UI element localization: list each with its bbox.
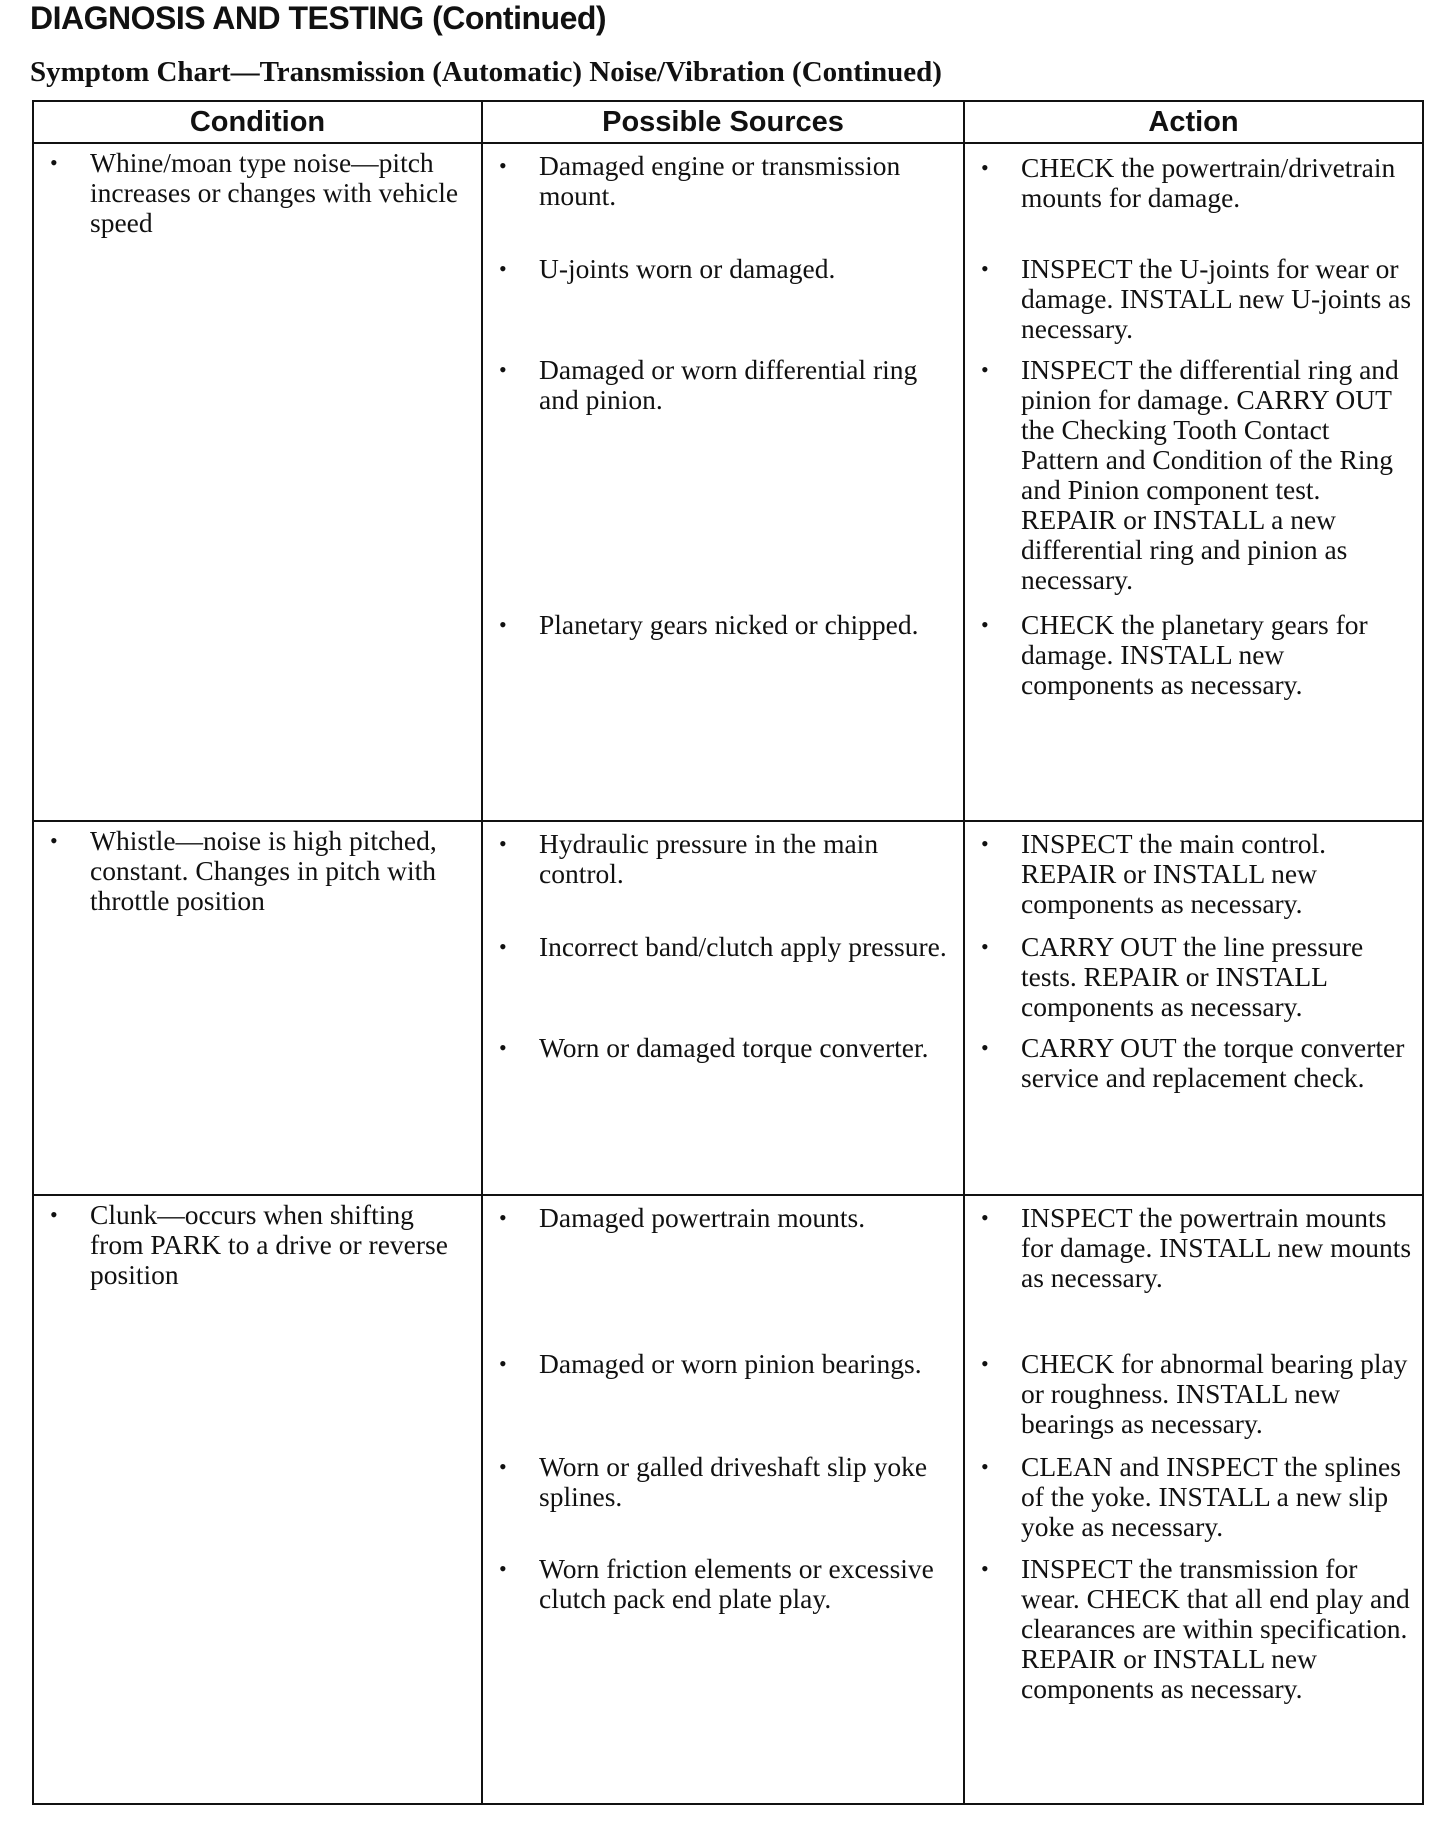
symptom-chart-title: Symptom Chart—Transmission (Automatic) Noise/Vibration (Continued) — [30, 56, 942, 88]
bullet-marker: • — [981, 1556, 989, 1581]
action-item-text: INSPECT the main control. REPAIR or INSTALL new components as necessary. — [1021, 828, 1327, 919]
action-item-text: CHECK the planetary gears for damage. INSTALL new components as necessary. — [1021, 609, 1368, 700]
symptom-chart-table — [32, 100, 1424, 1805]
bullet-marker: • — [499, 612, 507, 637]
table-row — [33, 143, 1423, 821]
possible-source-item — [483, 829, 963, 889]
action-item — [965, 829, 1422, 919]
bullet-marker: • — [499, 153, 507, 178]
possible-source-item-text: Hydraulic pressure in the main control. — [539, 828, 879, 889]
bullet-marker: • — [981, 1205, 989, 1230]
possible-source-item — [483, 1033, 963, 1063]
action-item — [965, 1033, 1422, 1093]
possible-source-item-text: Worn or damaged torque converter. — [539, 1032, 929, 1063]
table-body — [33, 143, 1423, 1804]
possible-source-item-text: Incorrect band/clutch apply pressure. — [539, 931, 947, 962]
possible-source-item-text: U-joints worn or damaged. — [539, 253, 836, 284]
possible-source-item-text: Worn friction elements or excessive clutch pack end plate play. — [539, 1553, 934, 1614]
possible-sources-cell — [482, 143, 964, 821]
action-item-text: INSPECT the transmission for wear. CHECK that all end play and clearances are within specification. REPAIR or INSTALL new components as necessary. — [1021, 1553, 1410, 1704]
action-item-text: CHECK the powertrain/drivetrain mounts for damage. — [1021, 152, 1396, 213]
action-item-text: INSPECT the differential ring and pinion for damage. CARRY OUT the Checking Tooth Contact Pattern and Condition of the Ring and Pinion component test. REPAIR or INSTALL a new differential ring and pinion as necessary. — [1021, 354, 1399, 595]
possible-source-item-text: Damaged or worn pinion bearings. — [539, 1348, 922, 1379]
possible-source-item — [483, 355, 963, 415]
column-header-action: Action — [964, 101, 1423, 143]
possible-source-item-text: Damaged engine or transmission mount. — [539, 150, 901, 211]
bullet-marker: • — [499, 1035, 507, 1060]
bullet-marker: • — [981, 1454, 989, 1479]
possible-source-item-text: Damaged or worn differential ring and pinion. — [539, 354, 918, 415]
table-row — [33, 821, 1423, 1195]
action-item — [965, 1349, 1422, 1439]
possible-source-item — [483, 254, 963, 284]
bullet-marker: • — [499, 256, 507, 281]
bullet-marker: • — [981, 155, 989, 180]
condition-cell — [33, 821, 482, 1195]
bullet-marker: • — [499, 1556, 507, 1581]
header-row — [33, 101, 1423, 143]
action-cell — [964, 821, 1423, 1195]
bullet-marker: • — [499, 1454, 507, 1479]
action-cell — [964, 1195, 1423, 1804]
possible-source-item — [483, 1452, 963, 1512]
action-item — [965, 1554, 1422, 1704]
condition-text-item-text: Clunk—occurs when shifting from PARK to a drive or reverse position — [90, 1199, 448, 1290]
condition-text-item — [34, 148, 481, 238]
possible-source-item — [483, 1554, 963, 1614]
bullet-marker: • — [981, 934, 989, 959]
possible-source-item-text: Worn or galled driveshaft slip yoke splines. — [539, 1451, 928, 1512]
action-item-text: CHECK for abnormal bearing play or roughness. INSTALL new bearings as necessary. — [1021, 1348, 1408, 1439]
action-item — [965, 932, 1422, 1022]
action-cell — [964, 143, 1423, 821]
condition-text-item — [34, 826, 481, 916]
bullet-marker: • — [50, 828, 58, 853]
bullet-marker: • — [499, 1351, 507, 1376]
possible-source-item — [483, 1349, 963, 1379]
bullet-marker: • — [499, 357, 507, 382]
condition-cell — [33, 1195, 482, 1804]
bullet-marker: • — [981, 256, 989, 281]
action-item-text: INSPECT the U-joints for wear or damage. INSTALL new U-joints as necessary. — [1021, 253, 1412, 344]
condition-text-item-text: Whine/moan type noise—pitch increases or changes with vehicle speed — [90, 147, 459, 238]
action-item — [965, 1452, 1422, 1542]
possible-source-item-text: Damaged powertrain mounts. — [539, 1202, 866, 1233]
bullet-marker: • — [499, 934, 507, 959]
bullet-marker: • — [499, 831, 507, 856]
bullet-marker: • — [981, 831, 989, 856]
action-item-text: CARRY OUT the torque converter service and replacement check. — [1021, 1032, 1405, 1093]
page-title: DIAGNOSIS AND TESTING (Continued) — [30, 0, 607, 36]
action-item-text: CARRY OUT the line pressure tests. REPAIR or INSTALL components as necessary. — [1021, 931, 1364, 1022]
bullet-marker: • — [50, 1202, 58, 1227]
bullet-marker: • — [981, 357, 989, 382]
column-header-condition: Condition — [33, 101, 482, 143]
bullet-marker: • — [499, 1205, 507, 1230]
possible-sources-cell — [482, 821, 964, 1195]
bullet-marker: • — [981, 1351, 989, 1376]
possible-source-item-text: Planetary gears nicked or chipped. — [539, 609, 919, 640]
bullet-marker: • — [981, 612, 989, 637]
possible-source-item — [483, 1203, 963, 1233]
symptom-chart-table-container — [32, 100, 1422, 1805]
action-item — [965, 610, 1422, 700]
action-item — [965, 254, 1422, 344]
possible-source-item — [483, 932, 963, 962]
possible-source-item — [483, 151, 963, 211]
condition-cell — [33, 143, 482, 821]
table-row — [33, 1195, 1423, 1804]
action-item — [965, 153, 1422, 213]
action-item-text: INSPECT the powertrain mounts for damage. INSTALL new mounts as necessary. — [1021, 1202, 1412, 1293]
bullet-marker: • — [50, 150, 58, 175]
action-item — [965, 355, 1422, 595]
action-item — [965, 1203, 1422, 1293]
possible-source-item — [483, 610, 963, 640]
action-item-text: CLEAN and INSPECT the splines of the yoke. INSTALL a new slip yoke as necessary. — [1021, 1451, 1401, 1542]
condition-text-item-text: Whistle—noise is high pitched, constant. Changes in pitch with throttle position — [90, 825, 437, 916]
column-header-possible-sources: Possible Sources — [482, 101, 964, 143]
condition-text-item — [34, 1200, 481, 1290]
possible-sources-cell — [482, 1195, 964, 1804]
bullet-marker: • — [981, 1035, 989, 1060]
